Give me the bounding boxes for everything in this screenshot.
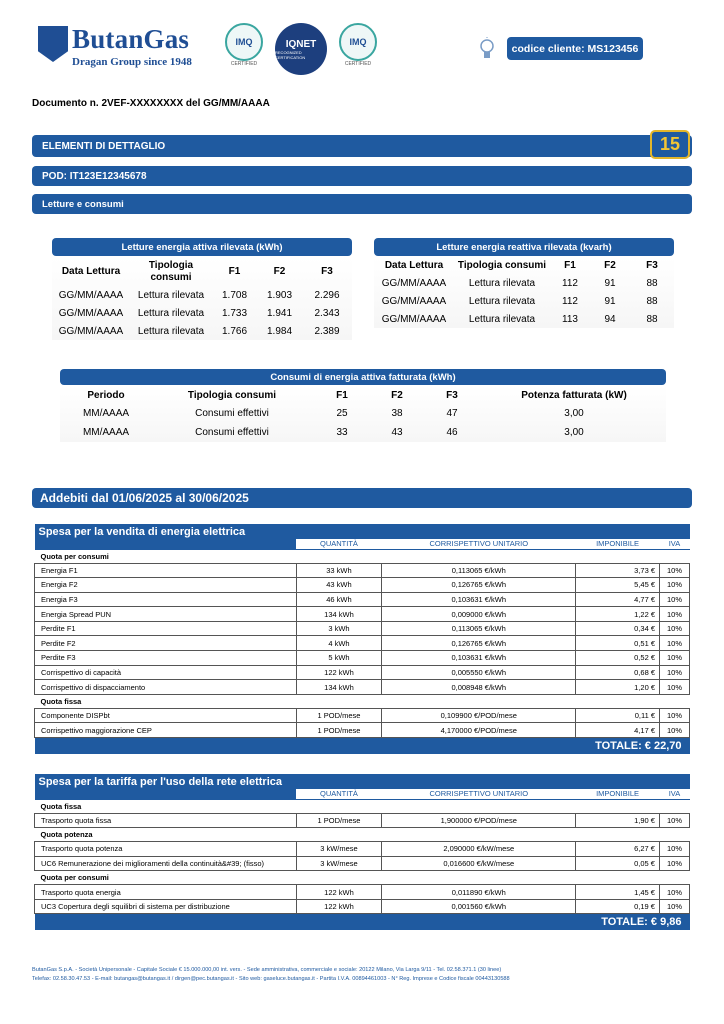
- table-row: Energia F3 46 kWh 0,103631 €/kWh 4,77 € 10%: [35, 592, 690, 607]
- spesa-rete-title: Spesa per la tariffa per l'uso della rete elettrica: [35, 774, 690, 789]
- consumi-title: Consumi di energia attiva fatturata (kWh): [60, 369, 666, 385]
- total-vendita: TOTALE: € 22,70: [35, 738, 690, 754]
- table-row: GG/MM/AAAA Lettura rilevata 113 94 88: [381, 313, 658, 325]
- table-header-row: [35, 789, 690, 799]
- table-row: GG/MM/AAAA Lettura rilevata 112 91 88: [381, 277, 658, 289]
- col-header: F2: [604, 260, 616, 271]
- table-row: Energia F1 33 kWh 0,113065 €/kWh 3,73 € 10%: [35, 563, 690, 578]
- col-header: IVA: [660, 539, 690, 549]
- codice-cliente-badge: codice cliente: MS123456: [507, 37, 643, 60]
- table-row: GG/MM/AAAA Lettura rilevata 1.733 1.941 2.343: [58, 307, 340, 319]
- table-row: UC3 Copertura degli squilibri di sistema per distribuzione 122 kWh 0,001560 €/kWh 0,19 € 10%: [35, 899, 690, 914]
- table-row: MM/AAAA Consumi effettivi 25 38 47 3,00: [82, 408, 584, 419]
- col-header: IVA: [659, 789, 689, 799]
- spesa-vendita-table: [34, 524, 690, 754]
- table-row: GG/MM/AAAA Lettura rilevata 112 91 88: [381, 295, 658, 307]
- table-header-row: [60, 386, 666, 404]
- table-row: Energia F2 43 kWh 0,126765 €/kWh 5,45 € 10%: [35, 578, 690, 593]
- table-row: Corrispettivo di capacità 122 kWh 0,005550 €/kWh 0,68 € 10%: [35, 665, 690, 680]
- col-header: Tipologia consumi: [457, 260, 547, 271]
- lightbulb-icon: [478, 37, 496, 63]
- footer-line: ButanGas S.p.A. - Società Unipersonale - Capitale Sociale € 15.000.000,00 int. vers. - Sede amministrativa, commerciale e sociale: 20122 Milano, Via Larga 9/11 - Tel. 02.58.371.1 (30 linee): [32, 967, 502, 973]
- footer: [32, 966, 692, 984]
- section-label: Quota per consumi: [40, 551, 109, 561]
- shield-icon: [38, 26, 68, 62]
- section-label: Quota fissa: [40, 696, 82, 706]
- table-row: Perdite F3 5 kWh 0,103631 €/kWh 0,52 € 10%: [35, 651, 690, 666]
- page-number-badge: 15: [650, 130, 690, 159]
- spesa-vendita-title: Spesa per la vendita di energia elettrica: [35, 524, 690, 539]
- section-label: Quota potenza: [40, 830, 93, 840]
- col-header: Potenza fatturata (kW): [521, 389, 627, 401]
- table-row: UC6 Remunerazione dei miglioramenti della continuità&#39; (fisso) 3 kW/mese 0,016600 €/kW/mese 0,05 € 10%: [35, 856, 690, 871]
- pod-bar: POD: IT123E12345678: [32, 166, 692, 186]
- col-header: QUANTITÀ: [296, 539, 382, 549]
- col-header: IMPONIBILE: [576, 789, 660, 799]
- table-header-row: [52, 258, 352, 286]
- col-header: Data Lettura: [384, 260, 444, 271]
- col-header: F1: [228, 266, 241, 277]
- col-header: QUANTITÀ: [296, 789, 382, 799]
- table-row: GG/MM/AAAA Lettura rilevata 1.766 1.984 2.389: [58, 325, 340, 337]
- col-header: F2: [273, 266, 286, 277]
- section-label: Quota per consumi: [40, 873, 109, 883]
- col-header: F3: [646, 260, 658, 271]
- addebiti-period-bar: Addebiti dal 01/06/2025 al 30/06/2025: [32, 488, 692, 508]
- table-header-row: [35, 539, 690, 549]
- elementi-dettaglio-bar: ELEMENTI DI DETTAGLIO: [32, 135, 692, 157]
- spesa-rete-table: [34, 774, 690, 930]
- section-label: Quota fissa: [40, 801, 82, 811]
- col-header: Tipologia consumi: [187, 389, 277, 401]
- table-row: Corrispettivo di dispacciamento 134 kWh 0,008948 €/kWh 1,20 € 10%: [35, 680, 690, 695]
- table-row: Energia Spread PUN 134 kWh 0,009000 €/kWh 1,22 € 10%: [35, 607, 690, 622]
- col-header: F1: [336, 389, 348, 401]
- imq-cert-logo-2: IMQ CERTIFIED: [336, 23, 380, 73]
- col-header: CORRISPETTIVO UNITARIO: [382, 539, 576, 549]
- col-header: F1: [564, 260, 576, 271]
- table-row: Perdite F1 3 kWh 0,113065 €/kWh 0,34 € 10%: [35, 621, 690, 636]
- letture-reattiva-title: Letture energia reattiva rilevata (kvarh): [374, 238, 674, 256]
- col-header: F2: [391, 389, 403, 401]
- col-header: F3: [446, 389, 458, 401]
- table-row: GG/MM/AAAA Lettura rilevata 1.708 1.903 2.296: [58, 289, 340, 301]
- col-header: F3: [321, 266, 333, 277]
- table-row: Corrispettivo maggiorazione CEP 1 POD/mese 4,170000 €/POD/mese 4,17 € 10%: [35, 723, 690, 738]
- butangas-logo: [38, 26, 213, 72]
- table-row: Trasporto quota potenza 3 kW/mese 2,090000 €/kW/mese 6,27 € 10%: [35, 842, 690, 857]
- col-header: Data Lettura: [61, 266, 121, 277]
- col-header: Tipologia consumi: [148, 260, 194, 283]
- document-number: Documento n. 2VEF-XXXXXXXX del GG/MM/AAAA: [32, 98, 270, 109]
- table-row: Perdite F2 4 kWh 0,126765 €/kWh 0,51 € 10%: [35, 636, 690, 651]
- col-header: Periodo: [87, 389, 125, 401]
- brand-tagline: Dragan Group since 1948: [72, 56, 192, 68]
- brand-name: ButanGas: [72, 24, 190, 54]
- table-row: Componente DISPbt 1 POD/mese 0,109900 €/POD/mese 0,11 € 10%: [35, 708, 690, 723]
- iqnet-cert-logo: IQNET RECOGNIZED CERTIFICATION: [275, 23, 327, 75]
- letture-reattiva-table: [374, 258, 674, 328]
- table-header-row: [374, 258, 674, 274]
- table-row: MM/AAAA Consumi effettivi 33 43 46 3,00: [82, 427, 584, 438]
- table-row: Trasporto quota fissa 1 POD/mese 1,900000 €/POD/mese 1,90 € 10%: [35, 813, 690, 828]
- imq-cert-logo: IMQ CERTIFIED: [222, 23, 266, 73]
- footer-line: Telefax: 02.58.30.47.53 - E-mail: butangas@butangas.it / dirgen@pec.butangas.it - Sito web: gaseluce.butangas.it - Partita I.V.A. 00894461003 - N° Reg. Imprese e Codice fiscale 00443130588: [32, 976, 510, 982]
- table-row: Trasporto quota energia 122 kWh 0,011890 €/kWh 1,45 € 10%: [35, 885, 690, 900]
- letture-attiva-table: [52, 258, 352, 340]
- col-header: CORRISPETTIVO UNITARIO: [382, 789, 576, 799]
- consumi-table: [60, 386, 666, 442]
- total-rete: TOTALE: € 9,86: [35, 914, 690, 930]
- letture-consumi-bar: Letture e consumi: [32, 194, 692, 214]
- letture-attiva-title: Letture energia attiva rilevata (kWh): [52, 238, 352, 256]
- col-header: IMPONIBILE: [576, 539, 660, 549]
